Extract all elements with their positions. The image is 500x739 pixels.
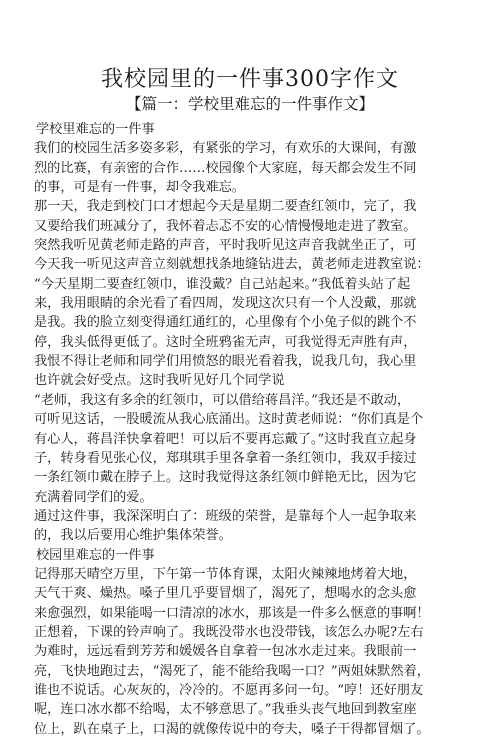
text-line: 烈的比赛，有亲密的合作……校园像个大家庭，每天都会发生不同 (34, 160, 417, 176)
text-line: 来愈强烈，如果能喝一口清凉的冰水，那该是一件多么惬意的事啊！ (34, 605, 430, 621)
text-line: 通过这件事，我深深明白了：班级的荣誉，是靠每个人一起争取来 (34, 508, 417, 524)
section-heading-2: 校园里难忘的一件事 (36, 547, 155, 563)
text-line: 停，我头低得更低了。这时全班鸦雀无声，可我觉得无声胜有声， (34, 334, 417, 350)
page-title: 我校园里的一件事300字作文 (101, 67, 399, 92)
text-line: 一条红领巾戴在脖子上。这时我觉得这条红领巾鲜艳无比，因为它 (34, 470, 417, 486)
section-heading-1: 学校里难忘的一件事 (36, 122, 155, 137)
text-line: 的事，可是有一件事，却令我难忘。 (34, 180, 245, 196)
article-body (34, 120, 474, 739)
text-line: 又要给我们班减分了，我怀着忐忑不安的心情慢慢地走进了教室。 (34, 218, 417, 234)
text-line: 子，转身看见张心仪，郑琪琪手里各拿着一条红领巾，我双手接过 (34, 450, 417, 466)
text-line: “老师，我这有多余的红领巾，可以借给蒋昌洋。”我还是不敢动， (34, 392, 411, 408)
text-line: 我恨不得让老师和同学们用愤怒的眼光看着我，说我几句，我心里 (34, 354, 417, 370)
text-line: 充满着同学们的爱。 (34, 489, 153, 505)
text-line: 也许就会好受点。这时我听见好几个同学说 (34, 373, 285, 389)
text-line: “今天星期二要查红领巾，谁没戴？自己站起来。”我低着头站了起 (34, 276, 411, 292)
text-line: 的，我以后要用心维护集体荣誉。 (34, 528, 232, 544)
text-line: 我们的校园生活多姿多彩，有紧张的学习，有欢乐的大课间，有激 (34, 141, 417, 157)
text-line: 是我。我的脸立刻变得通红通红的，心里像有个小兔子似的跳个不 (34, 315, 417, 331)
text-line: 谁也不说话。心灰灰的，冷冷的。不愿再多问一句。“哼！还好朋友 (34, 682, 424, 698)
page-subtitle: 【篇一：学校里难忘的一件事作文】 (125, 95, 374, 113)
text-line: 呢，连口冰水都不给喝，太不够意思了。”我垂头丧气地回到教室座 (34, 702, 417, 718)
text-line: 为难时，远远看到芳芳和媛媛各自拿着一包冰水走过来。我眼前一 (34, 644, 417, 660)
text-line: 可听见这话，一股暖流从我心底涌出。这时黄老师说：“你们真是个 (34, 412, 424, 428)
text-line: 来，我用眼睛的余光看了看四周，发现这次只有一个人没戴，那就 (34, 296, 417, 312)
text-line: 有心人，蒋昌洋快拿着吧！可以后不要再忘戴了。”这时我直立起身 (34, 431, 417, 447)
text-line: 记得那天晴空万里，下午第一节体育课，太阳火辣辣地烤着大地， (34, 566, 417, 582)
text-line: 亮，飞快地跑过去，“渴死了，能不能给我喝一口？”两姐妹默然着， (34, 663, 430, 679)
text-line: 正想着，下课的铃声响了。我既没带水也没带钱，该怎么办呢?左右 (34, 624, 424, 640)
text-line: 今天我一听见这声音立刻就想找条地缝钻进去，黄老师走进教室说： (34, 257, 430, 273)
text-line: 天气干爽、燥热。嗓子里几乎要冒烟了，渴死了，想喝水的念头愈 (34, 586, 417, 602)
text-line: 那一天，我走到校门口才想起今天是星期二要查红领巾，完了，我 (34, 199, 417, 215)
text-line: 突然我听见黄老师走路的声音，平时我听见这声音我就坐正了，可 (34, 238, 417, 254)
text-line: 位上，趴在桌子上，口渴的就像传说中的夸夫，嗓子干得都冒烟了。 (34, 721, 430, 737)
